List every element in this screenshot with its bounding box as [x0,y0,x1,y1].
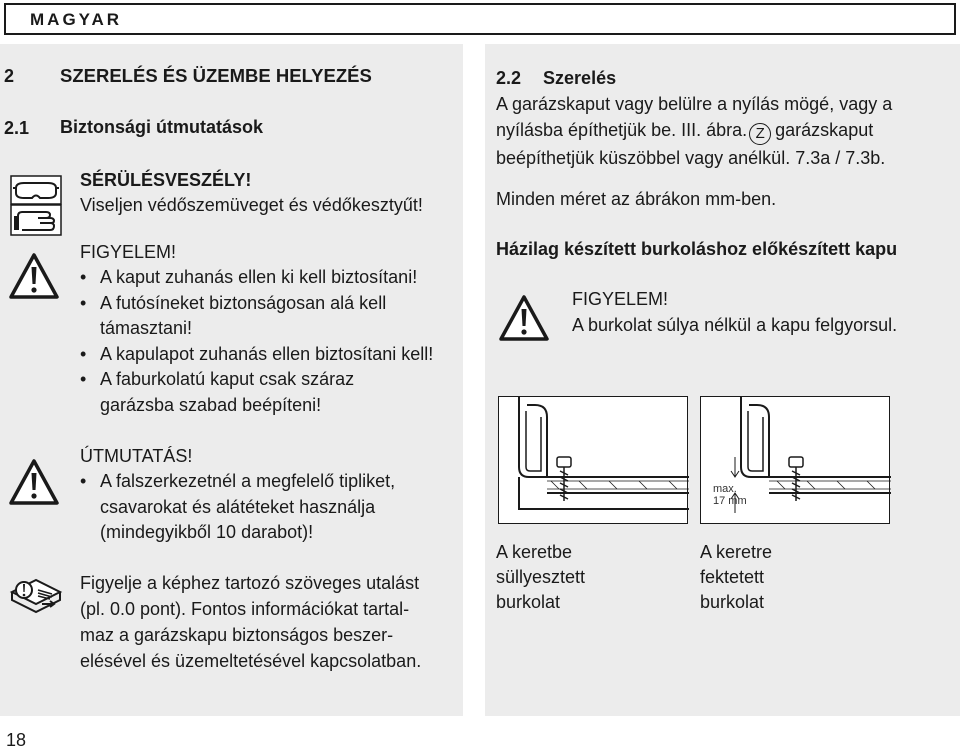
injury-title: SÉRÜLÉSVESZÉLY! [80,170,252,190]
figure-recessed-cladding [498,396,688,524]
warning-triangle-icon [498,294,550,342]
document-reference-icon [8,572,64,620]
right-intro-text: A garázskaput vagy belülre a nyílás mögé, vagy a nyílásba építhetjük be. III. ábra. Z garázskaput beépíthetjük küszöbbel vagy anélkül. 7.3a / 7.3b. [496,94,893,168]
note-list [78,469,395,546]
dimensions-note: Minden méret az ábrákon mm-ben. [496,189,777,209]
warning-item-continued: támasztani! [100,318,193,338]
right-warning-text: A burkolat súlya nélkül a kapu felgyorsul. [572,315,898,335]
cladding-heading: Házilag készített burkoláshoz előkészített kapu [496,239,898,259]
warning-item-continued: garázsba szabad beépíteni! [100,394,322,415]
page-number: 18 [6,730,27,750]
language-label: MAGYAR [30,10,122,29]
reference-text: Figyelje a képhez tartozó szöveges utalást (pl. 0.0 pont). Fontos információkat tartal- maz a garázskapu biztonságos beszer- elésével és üzemeltetésével kapcsolatban. [80,573,422,671]
subsection-number: 2.1 [4,118,30,138]
warning-triangle-icon [8,252,60,300]
subsection-title: Biztonsági útmutatások [60,117,264,137]
cladding-diagram-recessed [499,397,689,525]
safety-goggles-icon [10,175,62,205]
warning-item: • A kapulapot zuhanás ellen biztosítani kell! [78,342,433,368]
note-item: • A falszerkezetnél a megfelelő tipliket, [78,469,395,495]
section-number: 2 [4,66,15,86]
figure-caption-recessed: A keretbe süllyesztett burkolat [496,542,586,612]
warning-triangle-icon [8,458,60,506]
right-subsection-heading: 2.2 Szerelés [496,68,617,88]
note-item-continued: csavarokat és alátéteket használja [100,496,376,517]
right-warning-title: FIGYELEM! [572,289,669,309]
language-header [4,3,956,35]
note-item-continued: (mindegyikből 10 darabot)! [100,522,314,542]
warning-item: • A faburkolatú kaput csak száraz [78,367,433,393]
note-title: ÚTMUTATÁS! [80,446,193,466]
figure-caption-overlaid: A keretre fektetett burkolat [700,542,773,612]
section-title: SZERELÉS ÉS ÜZEMBE HELYEZÉS [60,65,372,86]
dimension-label: max. 17 mm [713,483,747,507]
figure-overlaid-cladding [700,396,890,524]
circle-label: Z [749,123,771,145]
protective-glove-icon [10,204,62,236]
warning-item: • A kaput zuhanás ellen ki kell biztosítani! [78,265,433,291]
injury-text: Viseljen védőszemüveget és védőkesztyűt! [80,195,423,215]
warning-list [78,265,433,418]
warning-title: FIGYELEM! [80,242,177,262]
warning-item: • A futósíneket biztonságosan alá kell [78,291,433,317]
